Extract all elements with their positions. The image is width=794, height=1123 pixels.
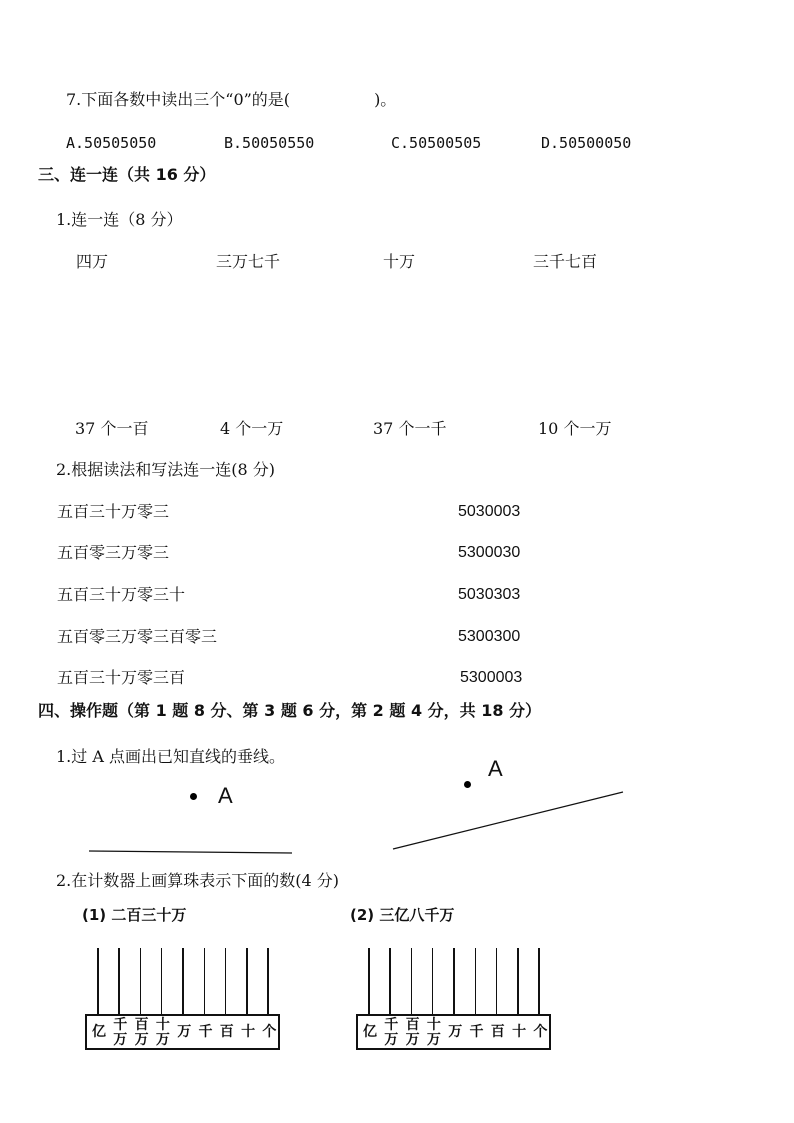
q7-option-d[interactable]: D.50500050	[541, 134, 632, 152]
number-item[interactable]: 5030003	[458, 503, 521, 520]
abacus-place-label: 千 万	[384, 1017, 399, 1048]
abacus-place-label: 十 万	[155, 1017, 170, 1048]
reading-item[interactable]: 五百三十万零三百	[57, 668, 186, 687]
abacus-frame	[85, 1014, 280, 1050]
abacus-1	[85, 948, 280, 1052]
section4-q1-title: 1.过 A 点画出已知直线的垂线。	[56, 747, 285, 766]
reading-item[interactable]: 五百三十万零三十	[57, 585, 186, 604]
abacus-rod[interactable]	[432, 948, 434, 1016]
given-line-oblique[interactable]	[393, 792, 623, 849]
abacus-rods[interactable]	[356, 948, 551, 1016]
number-item[interactable]: 5300030	[458, 544, 521, 561]
abacus-place-label: 万	[448, 1024, 463, 1040]
number-item[interactable]: 5030303	[458, 586, 521, 603]
given-line-horizontal[interactable]	[89, 851, 292, 853]
section3-q2-title: 2.根据读法和写法连一连(8 分)	[56, 460, 276, 479]
match-top-item[interactable]: 十万	[383, 252, 416, 271]
match-bottom-item[interactable]: 10 个一万	[538, 419, 612, 438]
q7-option-a[interactable]: A.50505050	[66, 134, 157, 152]
reading-item[interactable]: 五百零三万零三	[57, 543, 170, 562]
match-top-item[interactable]: 三万七千	[216, 252, 281, 271]
reading-item[interactable]: 五百三十万零三	[57, 502, 170, 521]
q7-stem-text: 7.下面各数中读出三个“0”的是(	[66, 90, 291, 109]
abacus-frame	[356, 1014, 551, 1050]
abacus-place-label: 十 万	[426, 1017, 441, 1048]
abacus-rod[interactable]	[246, 948, 248, 1016]
match-bottom-item[interactable]: 4 个一万	[220, 419, 284, 438]
abacus-rod[interactable]	[267, 948, 269, 1016]
abacus-place-label: 亿	[92, 1024, 106, 1040]
abacus-sub1-label: (1) 二百三十万	[82, 906, 187, 924]
abacus-place-label: 个	[262, 1024, 277, 1040]
abacus-sub2-label: (2) 三亿八千万	[350, 906, 455, 924]
q7-option-c[interactable]: C.50500505	[391, 134, 482, 152]
point-a-label-1: A	[218, 783, 233, 808]
abacus-rods[interactable]	[85, 948, 280, 1016]
section4-q2-title: 2.在计数器上画算珠表示下面的数(4 分)	[56, 871, 340, 890]
section4-title: 四、操作题（第 1 题 8 分、第 3 题 6 分，第 2 题 4 分，共 18 分）	[38, 701, 542, 720]
abacus-rod[interactable]	[517, 948, 519, 1016]
abacus-rod[interactable]	[411, 948, 413, 1016]
abacus-rod[interactable]	[118, 948, 120, 1016]
match-bottom-item[interactable]: 37 个一百	[75, 419, 149, 438]
abacus-rod[interactable]	[140, 948, 142, 1016]
q7-option-b[interactable]: B.50050550	[224, 134, 315, 152]
abacus-place-label: 万	[177, 1024, 192, 1040]
abacus-rod[interactable]	[496, 948, 498, 1016]
number-item[interactable]: 5300300	[458, 628, 521, 645]
abacus-rod[interactable]	[182, 948, 184, 1016]
q7-stem-close: )。	[374, 90, 397, 109]
abacus-place-label: 千	[198, 1024, 213, 1040]
abacus-place-label: 千	[469, 1024, 484, 1040]
section3-q1-title: 1.连一连（8 分）	[56, 210, 183, 229]
abacus-rod[interactable]	[453, 948, 455, 1016]
abacus-rod[interactable]	[389, 948, 391, 1016]
match-bottom-item[interactable]: 37 个一千	[373, 419, 447, 438]
point-a-label-2: A	[488, 756, 503, 781]
abacus-rod[interactable]	[225, 948, 227, 1016]
abacus-place-label: 十	[512, 1024, 527, 1040]
abacus-place-label: 百	[490, 1024, 505, 1040]
abacus-place-label: 千 万	[113, 1017, 128, 1048]
abacus-place-label: 百 万	[405, 1017, 420, 1048]
abacus-rod[interactable]	[204, 948, 206, 1016]
number-item[interactable]: 5300003	[460, 669, 523, 686]
abacus-place-label: 十	[241, 1024, 256, 1040]
abacus-rod[interactable]	[538, 948, 540, 1016]
abacus-2	[356, 948, 551, 1052]
abacus-place-label: 百 万	[134, 1017, 149, 1048]
section3-title: 三、连一连（共 16 分）	[38, 165, 216, 184]
abacus-rod[interactable]	[161, 948, 163, 1016]
abacus-rod[interactable]	[97, 948, 99, 1016]
abacus-place-label: 个	[533, 1024, 548, 1040]
abacus-place-label: 百	[219, 1024, 234, 1040]
match-top-item[interactable]: 四万	[76, 252, 109, 271]
match-top-item[interactable]: 三千七百	[533, 252, 598, 271]
abacus-rod[interactable]	[475, 948, 477, 1016]
abacus-place-label: 亿	[363, 1024, 377, 1040]
abacus-rod[interactable]	[368, 948, 370, 1016]
reading-item[interactable]: 五百零三万零三百零三	[57, 627, 218, 646]
